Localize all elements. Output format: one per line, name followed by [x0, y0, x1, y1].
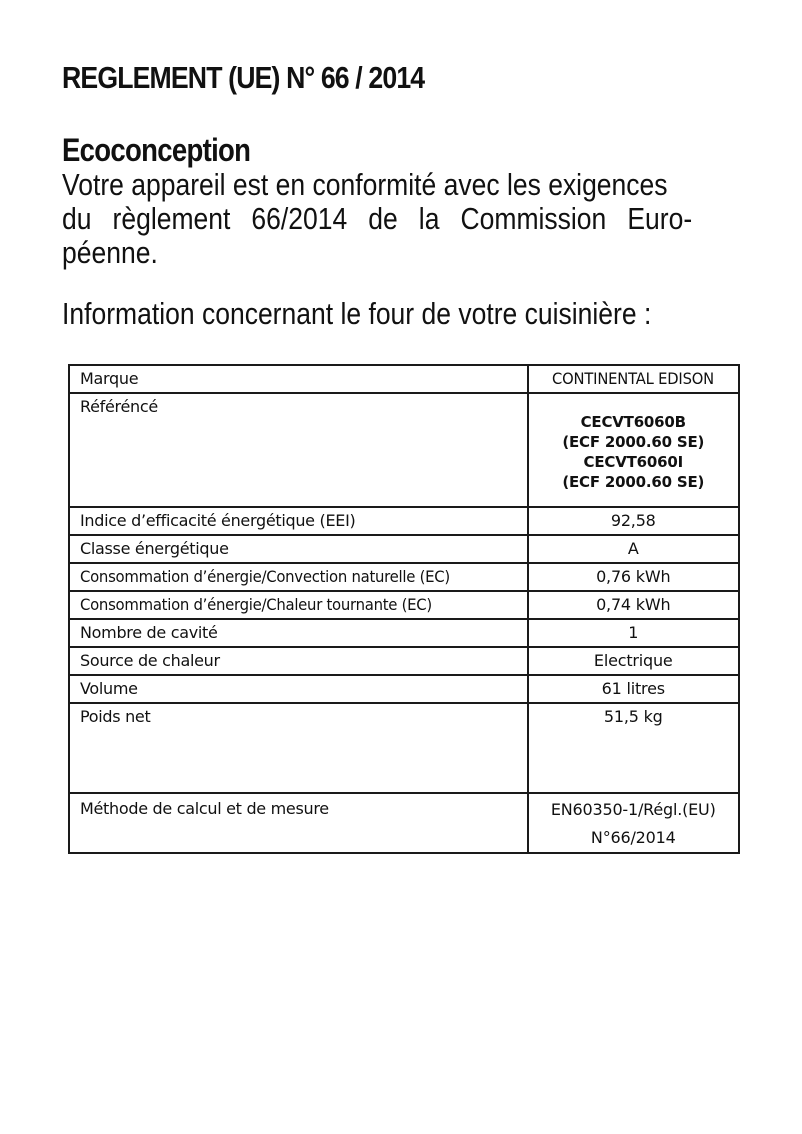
row-value: 0,76 kWh [528, 563, 740, 591]
reference-item: (ECF 2000.60 SE) [562, 433, 705, 451]
row-label: Poids net [69, 703, 528, 793]
row-label-text: Consommation d’énergie/Chaleur tournante (EC) [80, 595, 432, 614]
row-label [69, 563, 528, 591]
row-value: Electrique [528, 647, 740, 675]
table-row-cavities [69, 619, 739, 647]
row-label: Méthode de calcul et de mesure [69, 793, 528, 853]
row-label: Nombre de cavité [69, 619, 528, 647]
intro-line: péenne. [62, 235, 158, 270]
table-row-reference [69, 393, 739, 507]
table-row-consumption-natural [69, 563, 739, 591]
table-row-net-weight [69, 703, 739, 793]
intro-line: du règlement 66/2014 de la Commission Euro- [62, 201, 693, 236]
method-line: N°66/2014 [590, 828, 676, 847]
brand-value: CONTINENTAL EDISON [552, 369, 715, 388]
row-value [528, 365, 740, 393]
row-label: Référéncé [69, 393, 528, 507]
row-label [69, 591, 528, 619]
row-label: Classe énergétique [69, 535, 528, 563]
row-value: 92,58 [528, 507, 740, 535]
row-label: Indice d’efficacité énergétique (EEI) [69, 507, 528, 535]
oven-specs-table [68, 364, 740, 854]
reference-list [539, 394, 729, 492]
table-row-heat-source [69, 647, 739, 675]
intro-line: Votre appareil est en conformité avec les exigences [62, 167, 668, 202]
row-label: Volume [69, 675, 528, 703]
reference-item: CECVT6060B [580, 413, 686, 431]
row-value: 51,5 kg [528, 703, 740, 793]
reference-item: (ECF 2000.60 SE) [562, 473, 705, 491]
table-row-energy-class [69, 535, 739, 563]
info-heading: Information concernant le four de votre cuisinière : [62, 296, 652, 331]
table-row-method [69, 793, 739, 853]
row-label-text: Consommation d’énergie/Convection naturelle (EC) [80, 567, 450, 586]
row-value: 1 [528, 619, 740, 647]
row-value [528, 393, 740, 507]
method-line: EN60350-1/Régl.(EU) [550, 800, 716, 819]
row-value [528, 793, 740, 853]
table-row-brand [69, 365, 739, 393]
table-row-consumption-fan [69, 591, 739, 619]
row-label: Source de chaleur [69, 647, 528, 675]
table-row-volume [69, 675, 739, 703]
regulation-title: REGLEMENT (UE) N° 66 / 2014 [62, 60, 425, 95]
row-label: Marque [69, 365, 528, 393]
reference-item: CECVT6060I [583, 453, 683, 471]
row-value: 0,74 kWh [528, 591, 740, 619]
row-value: A [528, 535, 740, 563]
conformity-paragraph [62, 168, 738, 270]
row-value: 61 litres [528, 675, 740, 703]
table-row-eei [69, 507, 739, 535]
section-title: Ecoconception [62, 132, 251, 168]
